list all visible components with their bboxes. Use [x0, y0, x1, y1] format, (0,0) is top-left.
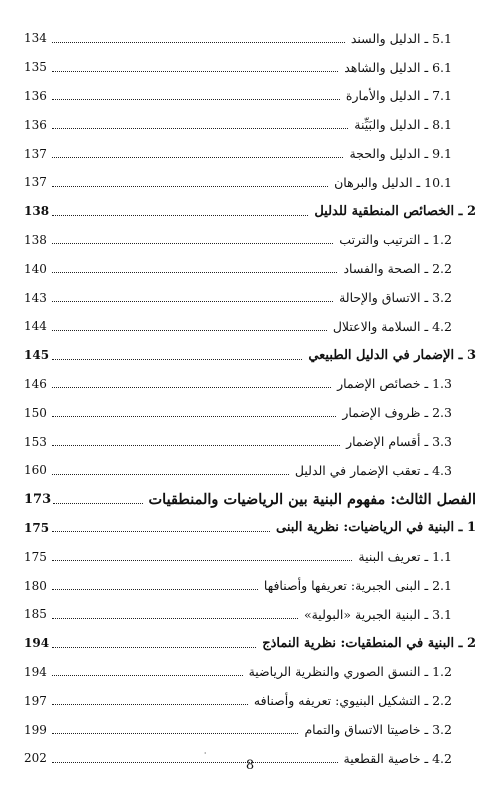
- toc-entry-page: 134: [24, 31, 47, 46]
- dot-leader: [52, 416, 336, 417]
- dot-leader: [52, 42, 345, 43]
- toc-subsection: [24, 370, 476, 399]
- dot-leader: [52, 733, 298, 734]
- toc-entry-title: 4.2 ـ السلامة والاعتلال: [329, 319, 452, 334]
- toc-entry-title: الفصل الثالث: مفهوم البنية بين الرياضيات والمنطقيات: [145, 491, 476, 508]
- toc-entry-page: 135: [24, 60, 47, 75]
- dot-leader: [52, 128, 348, 129]
- dot-leader: [52, 330, 327, 331]
- toc-subsection: [24, 139, 476, 168]
- dot-leader: [52, 99, 340, 100]
- dot-leader: [52, 675, 243, 676]
- toc-subsection: [24, 715, 476, 744]
- toc-entry-title: 8.1 ـ الدليل والبَيِّنة: [350, 117, 452, 132]
- toc-entry-page: 202: [24, 751, 47, 766]
- dot-leader: [52, 531, 270, 532]
- toc-entry-page: 138: [24, 232, 47, 247]
- stray-mark: ˌ: [204, 746, 207, 755]
- toc-entry-title: 2.2 ـ التشكيل البنيوي: تعريفه وأصنافه: [250, 693, 452, 708]
- toc-entry-page: 153: [24, 434, 47, 449]
- toc-entry-title: 2.1 ـ البنى الجبرية: تعريفها وأصنافها: [260, 578, 452, 593]
- toc-entry-title: 5.1 ـ الدليل والسند: [347, 31, 452, 46]
- toc-entry-page: 146: [24, 376, 47, 391]
- toc-entry-title: 3.3 ـ أقسام الإضمار: [342, 434, 452, 449]
- toc-entry-title: 1 ـ البنية في الرياضيات: نظرية البنى: [272, 520, 476, 535]
- toc-entry-page: 185: [24, 607, 47, 622]
- toc-entry-title: 3.2 ـ خاصيتا الاتساق والتمام: [300, 722, 452, 737]
- toc-entry-page: 199: [24, 722, 47, 737]
- toc-subsection: [24, 686, 476, 715]
- toc-subsection: [24, 658, 476, 687]
- toc-entry-page: 138: [24, 204, 50, 219]
- toc-subsection: [24, 571, 476, 600]
- toc-entry-page: 144: [24, 319, 47, 334]
- dot-leader: [52, 301, 333, 302]
- dot-leader: [52, 647, 256, 648]
- dot-leader: [52, 215, 308, 216]
- toc-subsection: [24, 24, 476, 53]
- toc-entry-page: 143: [24, 290, 47, 305]
- toc-entry-title: 9.1 ـ الدليل والحجة: [345, 146, 452, 161]
- toc-section: [24, 514, 476, 543]
- toc-section: [24, 629, 476, 658]
- dot-leader: [52, 186, 328, 187]
- dot-leader: [53, 503, 142, 504]
- toc-entry-title: 3.2 ـ الاتساق والإحالة: [335, 290, 452, 305]
- dot-leader: [52, 272, 337, 273]
- toc-subsection: [24, 82, 476, 111]
- toc-entry-title: 4.3 ـ تعقب الإضمار في الدليل: [291, 463, 452, 478]
- toc-entry-page: 145: [24, 348, 50, 363]
- dot-leader: [52, 589, 258, 590]
- toc-entry-page: 160: [24, 463, 47, 478]
- toc-subsection: [24, 542, 476, 571]
- toc-section: [24, 197, 476, 226]
- toc-entry-title: 7.1 ـ الدليل والأمارة: [342, 88, 452, 103]
- page-number: 8: [245, 758, 255, 773]
- toc-entry-title: 1.3 ـ خصائص الإضمار: [333, 376, 452, 391]
- toc-subsection: [24, 312, 476, 341]
- toc-entry-page: 175: [24, 520, 50, 535]
- toc-entry-page: 137: [24, 146, 47, 161]
- toc-subsection: [24, 283, 476, 312]
- toc-entry-page: 180: [24, 578, 47, 593]
- dot-leader: [52, 474, 289, 475]
- toc-entry-page: 197: [24, 693, 47, 708]
- dot-leader: [52, 704, 248, 705]
- dot-leader: [52, 243, 333, 244]
- toc-entry-page: 173: [24, 491, 52, 507]
- toc-entry-title: 1.2 ـ الترتيب والترتب: [335, 232, 452, 247]
- toc-entry-page: 140: [24, 261, 47, 276]
- toc-subsection: [24, 110, 476, 139]
- dot-leader: [52, 445, 340, 446]
- dot-leader: [52, 157, 343, 158]
- toc-entry-page: 194: [24, 636, 50, 651]
- toc-entry-title: 3.1 ـ البنية الجبرية «البولية»: [300, 607, 452, 622]
- toc-entry-page: 136: [24, 88, 47, 103]
- dot-leader: [52, 618, 298, 619]
- toc-entry-page: 175: [24, 549, 47, 564]
- toc-entry-title: 2 ـ البنية في المنطقيات: نظرية النماذج: [258, 636, 476, 651]
- toc-chapter: [24, 485, 476, 514]
- toc-entry-title: 2.3 ـ ظروف الإضمار: [338, 405, 452, 420]
- toc-entry-title: 10.1 ـ الدليل والبرهان: [330, 175, 452, 190]
- toc-subsection: [24, 226, 476, 255]
- toc-section: [24, 341, 476, 370]
- toc-subsection: [24, 398, 476, 427]
- table-of-contents: [24, 24, 476, 773]
- toc-entry-title: 6.1 ـ الدليل والشاهد: [340, 60, 452, 75]
- toc-entry-title: 4.2 ـ خاصية القطعية: [340, 751, 452, 766]
- dot-leader: [52, 359, 302, 360]
- toc-entry-title: 1.2 ـ النسق الصوري والنظرية الرياضية: [245, 664, 452, 679]
- toc-entry-page: 136: [24, 117, 47, 132]
- dot-leader: [52, 387, 331, 388]
- toc-entry-page: 194: [24, 664, 47, 679]
- toc-subsection: [24, 168, 476, 197]
- toc-subsection: [24, 254, 476, 283]
- toc-subsection: [24, 53, 476, 82]
- toc-subsection: [24, 456, 476, 485]
- dot-leader: [52, 71, 338, 72]
- toc-entry-page: 150: [24, 405, 47, 420]
- toc-entry-title: 1.1 ـ تعريف البنية: [354, 549, 452, 564]
- toc-subsection: [24, 600, 476, 629]
- toc-entry-title: 2 ـ الخصائص المنطقية للدليل: [310, 204, 476, 219]
- dot-leader: [52, 560, 352, 561]
- toc-entry-title: 3 ـ الإضمار في الدليل الطبيعي: [304, 348, 476, 363]
- toc-entry-title: 2.2 ـ الصحة والفساد: [339, 261, 452, 276]
- toc-entry-page: 137: [24, 175, 47, 190]
- toc-subsection: [24, 427, 476, 456]
